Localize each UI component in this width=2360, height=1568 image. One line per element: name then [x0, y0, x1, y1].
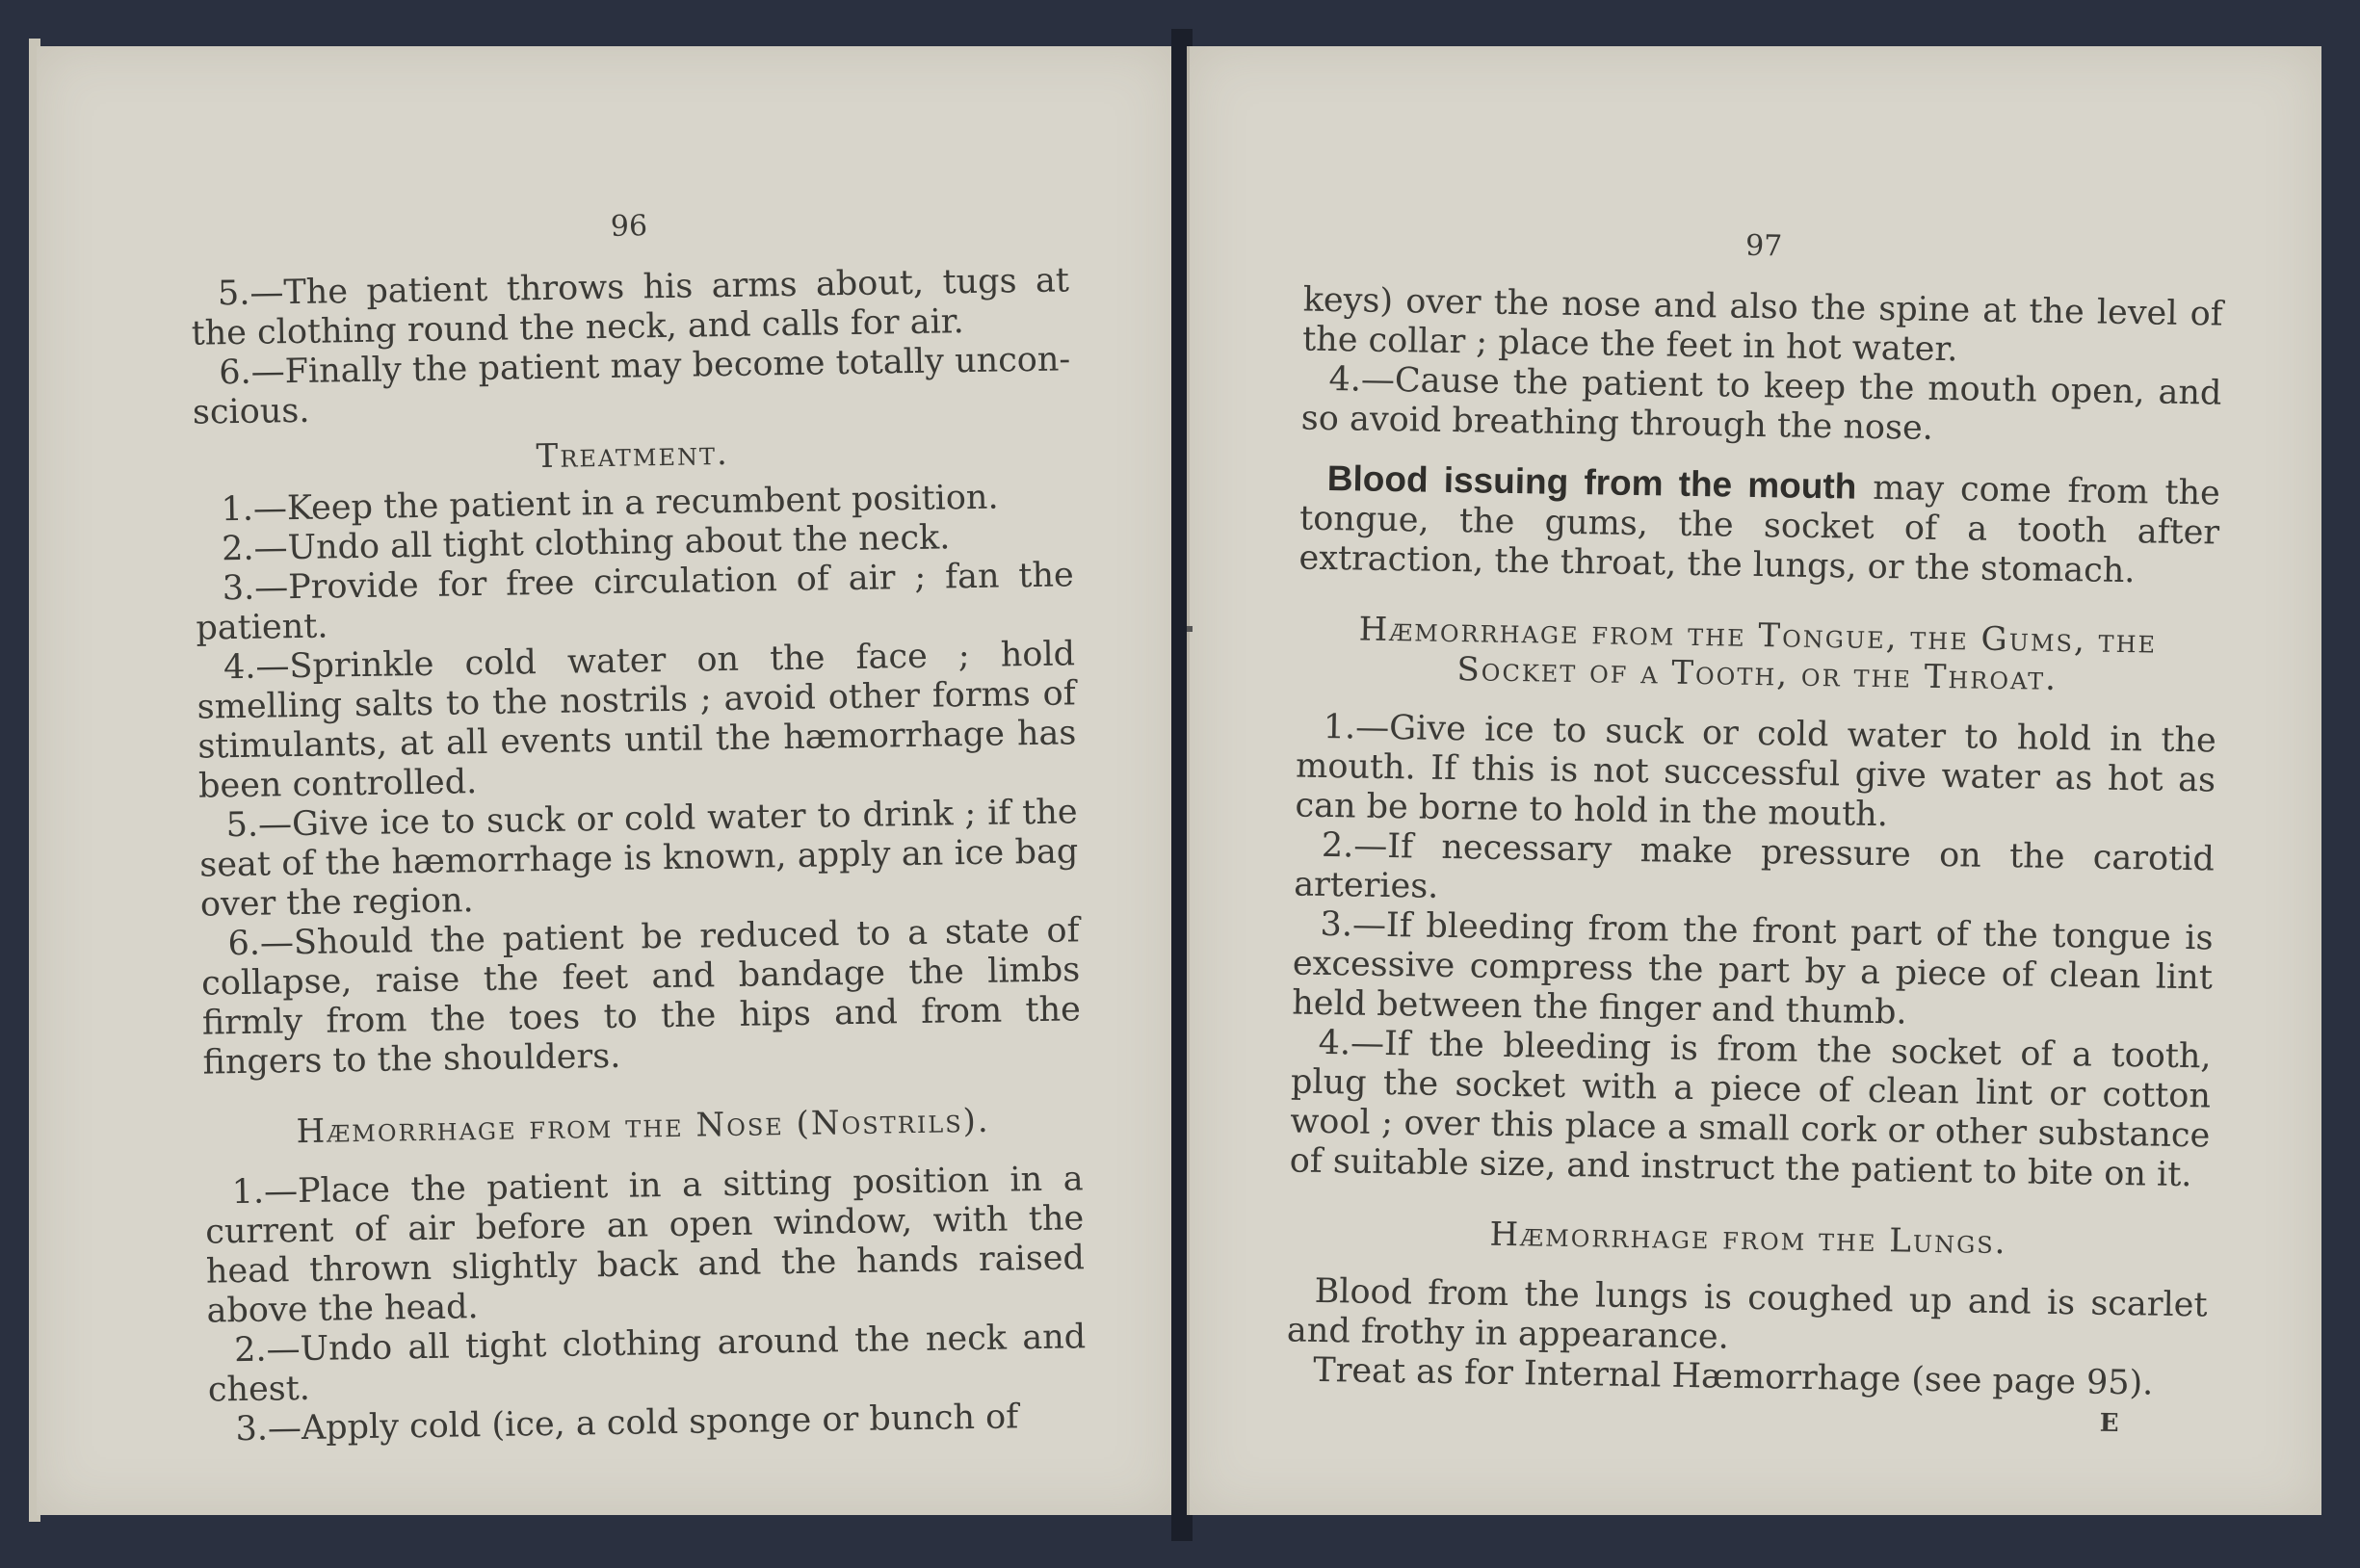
paragraph: 5.—The patient throws his arms about, tugs at the clothing round the neck, and calls for air.	[191, 261, 1070, 353]
paragraph: Blood from the lungs is coughed up and is scarlet and frothy in appearance.	[1286, 1271, 2208, 1357]
paragraph: 3.—Apply cold (ice, a cold sponge or bunch of	[235, 1398, 1019, 1450]
paragraph: 1.—Give ice to suck or cold water to hold in the mouth. If this is not successful give water as hot as can be borne to hold in the mouth.	[1295, 707, 2217, 835]
paragraph: 5.—Give ice to suck or cold water to drink ; if the seat of the hæmorrhage is known, apply an ice bag over the region.	[199, 793, 1079, 925]
section-heading-treatment: Treatment.	[536, 433, 730, 477]
paragraph: 1.—Place the patient in a sitting position in a current of air before an open window, with the head thrown slightly back and the hands raised above the head.	[205, 1160, 1086, 1331]
page-number: 96	[610, 209, 648, 244]
signature-mark: E	[2099, 1408, 2119, 1439]
paragraph: 6.—Finally the patient may become totally uncon-scious.	[192, 340, 1071, 432]
right-page-text	[1178, 38, 2333, 1524]
paragraph-text: may come from the tongue, the gums, the socket of a tooth after extraction, the throat, the lungs, or the stomach.	[1298, 468, 2221, 591]
paragraph: 4.—If the bleeding is from the socket of a tooth, plug the socket with a piece of clean lint or cotton wool ; over this place a small cork or other substance of suitable size, and instruct the patient to bite on it.	[1289, 1023, 2212, 1195]
paragraph: Treat as for Internal Hæmorrhage (see page 95).	[1313, 1350, 2154, 1403]
paragraph: 6.—Should the patient be reduced to a state of collapse, raise the feet and bandage the limbs firmly from the toes to the hips and from the fingers to the shoulders.	[200, 911, 1082, 1083]
section-heading-tongue: Hæmorrhage from the Tongue, the Gums, the Socket of a Tooth, or the Throat.	[1358, 610, 2158, 698]
paragraph: 2.—If necessary make pressure on the carotid arteries.	[1293, 825, 2216, 906]
left-page-text	[25, 38, 1185, 1524]
paragraph: 2.—Undo all tight clothing around the neck and chest.	[207, 1318, 1087, 1410]
right-page	[1187, 46, 2321, 1515]
paragraph: 3.—Provide for free circulation of air ; fan the patient.	[196, 556, 1075, 648]
page-number: 97	[1744, 228, 1783, 264]
left-page	[37, 46, 1176, 1515]
paragraph: 4.—Cause the patient to keep the mouth open, and so avoid breathing through the nose.	[1300, 359, 2222, 448]
paragraph: 3.—If bleeding from the front part of the tongue is excessive compress the part by a piece of clean lint held between the finger and thumb.	[1291, 904, 2214, 1032]
paragraph: 4.—Sprinkle cold water on the face ; hold smelling salts to the nostrils ; avoid other forms of stimulants, at all events until the hæmorrhage has been controlled.	[197, 635, 1077, 806]
paragraph: keys) over the nose and also the spine at the level of the collar ; place the feet in hot water.	[1301, 280, 2223, 370]
paragraph: 1.—Keep the patient in a recumbent position.	[221, 478, 999, 530]
section-heading-nose: Hæmorrhage from the Nose (Nostrils).	[296, 1101, 991, 1152]
paragraph: 2.—Undo all tight clothing about the neck.	[221, 518, 951, 569]
margin-dot	[1187, 626, 1193, 632]
bold-lead-text: Blood issuing from the mouth	[1326, 457, 1857, 507]
paragraph-blood-issuing	[1298, 458, 2220, 593]
section-heading-lungs: Hæmorrhage from the Lungs.	[1489, 1215, 2007, 1263]
